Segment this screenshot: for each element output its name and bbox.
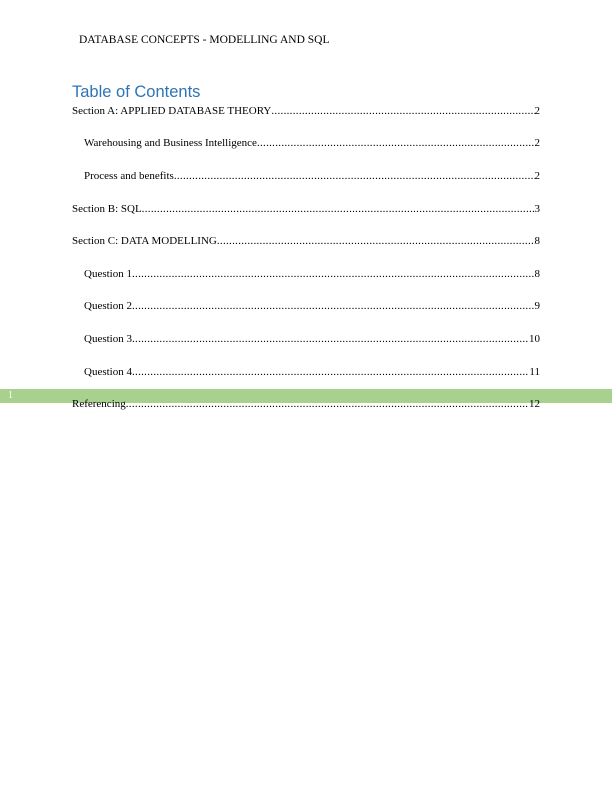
- page-number: 1: [8, 390, 13, 401]
- toc-entry-question-2[interactable]: [84, 299, 540, 313]
- toc-entry-page: 12: [529, 398, 540, 410]
- toc-entry-page: 2: [534, 170, 540, 182]
- toc-entry-label: Question 3: [84, 333, 132, 345]
- toc-entry-page: 8: [534, 235, 540, 247]
- toc-entry-label: Question 4: [84, 366, 132, 378]
- toc-entry-question-1[interactable]: [84, 267, 540, 281]
- toc-dot-leader: [132, 299, 535, 313]
- toc-dot-leader: [126, 397, 529, 411]
- toc-dot-leader: [271, 104, 534, 118]
- toc-entry-referencing[interactable]: [72, 397, 540, 411]
- toc-entry-section-a[interactable]: [72, 104, 540, 118]
- toc-entry-section-b[interactable]: [72, 202, 540, 216]
- toc-entry-warehousing[interactable]: [84, 136, 540, 150]
- toc-entry-page: 10: [529, 333, 540, 345]
- running-header-title: DATABASE CONCEPTS - MODELLING AND SQL: [79, 34, 330, 46]
- toc-dot-leader: [142, 202, 535, 216]
- toc-heading: Table of Contents: [72, 83, 201, 101]
- toc-entry-label: Warehousing and Business Intelligence: [84, 137, 257, 149]
- toc-entry-label: Referencing: [72, 398, 126, 410]
- toc-dot-leader: [132, 365, 529, 379]
- toc-entry-question-4[interactable]: [84, 365, 540, 379]
- toc-entry-label: Process and benefits: [84, 170, 174, 182]
- toc-entry-label: Section B: SQL: [72, 203, 142, 215]
- toc-dot-leader: [257, 136, 535, 150]
- toc-entry-page: 11: [529, 366, 540, 378]
- toc-entry-label: Question 1: [84, 268, 132, 280]
- toc-entry-section-c[interactable]: [72, 234, 540, 248]
- toc-entry-page: 3: [534, 203, 540, 215]
- toc-dot-leader: [132, 267, 535, 281]
- toc-entry-page: 9: [534, 300, 540, 312]
- toc-entry-label: Question 2: [84, 300, 132, 312]
- toc-entry-page: 2: [534, 105, 540, 117]
- toc-dot-leader: [174, 169, 535, 183]
- toc-entry-label: Section A: APPLIED DATABASE THEORY: [72, 105, 272, 117]
- toc-dot-leader: [132, 332, 529, 346]
- toc-dot-leader: [217, 234, 535, 248]
- toc-entry-page: 8: [534, 268, 540, 280]
- toc-entry-label: Section C: DATA MODELLING: [72, 235, 217, 247]
- toc-entry-question-3[interactable]: [84, 332, 540, 346]
- toc-entry-process-benefits[interactable]: [84, 169, 540, 183]
- toc-entry-page: 2: [534, 137, 540, 149]
